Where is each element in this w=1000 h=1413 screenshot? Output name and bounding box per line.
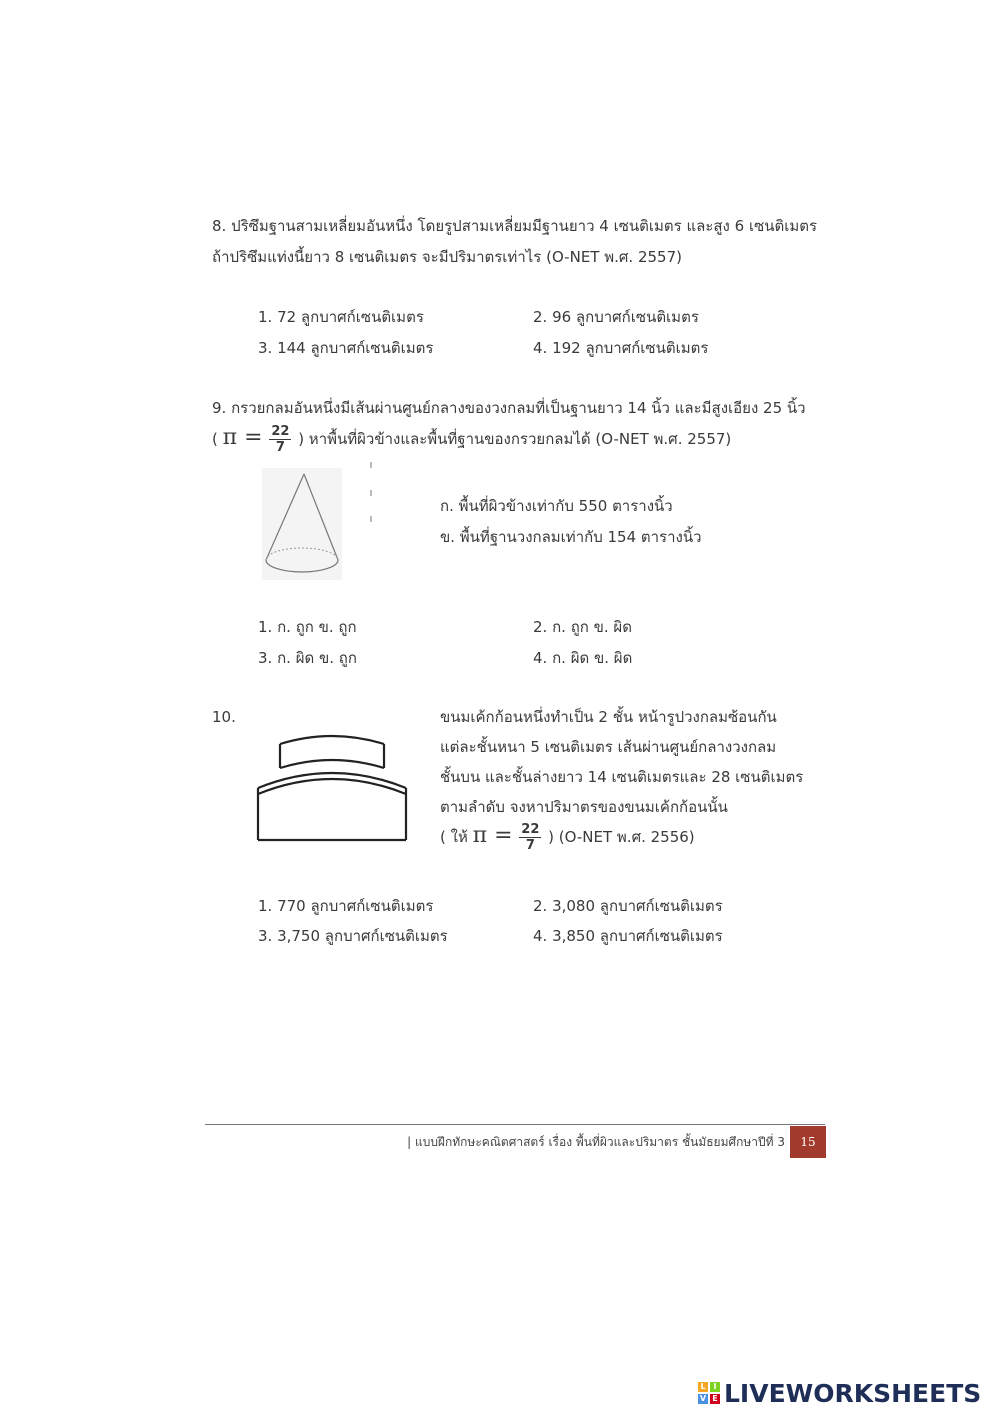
q10-choice-1[interactable]: 1. 770 ลูกบาศก์เซนติเมตร [258, 897, 434, 915]
pi-symbol: π = [222, 425, 263, 450]
q10-paren-open: ( ให้ [440, 828, 468, 846]
fraction-numerator: 22 [521, 822, 540, 837]
fraction [269, 424, 291, 455]
logo-letter-v: V [699, 1394, 707, 1403]
q10-pi-formula [440, 822, 695, 853]
q9-pi-formula [212, 424, 731, 455]
q9-choice-1[interactable]: 1. ก. ถูก ข. ถูก [258, 618, 357, 636]
q9-line1: 9. กรวยกลมอันหนึ่งมีเส้นผ่านศูนย์กลางของวงกลมที่เป็นฐานยาว 14 นิ้ว และมีสูงเอียง 25 นิ้ว [212, 399, 806, 417]
q9-choice-4[interactable]: 4. ก. ผิด ข. ผิด [533, 649, 633, 667]
fraction-denominator: 7 [275, 440, 285, 455]
q10-line1: ขนมเค้กก้อนหนึ่งทำเป็น 2 ชั้น หน้ารูปวงกลมซ้อนกัน [440, 708, 777, 726]
fraction [519, 822, 541, 853]
fraction-numerator: 22 [271, 424, 290, 439]
liveworksheets-logo [698, 1378, 981, 1408]
q8-choice-2[interactable]: 2. 96 ลูกบาศก์เซนติเมตร [533, 308, 699, 326]
logo-letter-e: E [710, 1394, 720, 1404]
q10-line4: ตามลำดับ จงหาปริมาตรของขนมเค้กก้อนนั้น [440, 798, 728, 816]
cake-figure [256, 728, 408, 844]
scan-mark [370, 490, 372, 496]
q9-statement-1: ก. พื้นที่ผิวข้างเท่ากับ 550 ตารางนิ้ว [440, 497, 673, 515]
q9-choice-3[interactable]: 3. ก. ผิด ข. ถูก [258, 649, 357, 667]
q10-choice-4[interactable]: 4. 3,850 ลูกบาศก์เซนติเมตร [533, 927, 723, 945]
q8-choice-4[interactable]: 4. 192 ลูกบาศก์เซนติเมตร [533, 339, 709, 357]
q8-line2: ถ้าปริซึมแท่งนี้ยาว 8 เซนติเมตร จะมีปริมาตรเท่าไร (O-NET พ.ศ. 2557) [212, 248, 682, 266]
q10-number: 10. [212, 708, 236, 726]
q10-choice-2[interactable]: 2. 3,080 ลูกบาศก์เซนติเมตร [533, 897, 723, 915]
logo-letter-i: I [710, 1382, 720, 1392]
logo-grid-icon [698, 1382, 720, 1404]
brand-name: LIVEWORKSHEETS [724, 1378, 982, 1408]
q10-line2: แต่ละชั้นหนา 5 เซนติเมตร เส้นผ่านศูนย์กลางวงกลม [440, 738, 777, 756]
pi-symbol: π = [472, 823, 513, 848]
q10-line5-rest: ) (O-NET พ.ศ. 2556) [548, 828, 695, 846]
scan-mark [370, 462, 372, 468]
q8-choice-3[interactable]: 3. 144 ลูกบาศก์เซนติเมตร [258, 339, 434, 357]
q10-line3: ชั้นบน และชั้นล่างยาว 14 เซนติเมตรและ 28 เซนติเมตร [440, 768, 804, 786]
q8-line1: 8. ปริซึมฐานสามเหลี่ยมอันหนึ่ง โดยรูปสามเหลี่ยมมีฐานยาว 4 เซนติเมตร และสูง 6 เซนติเมตร [212, 217, 818, 235]
q10-choice-3[interactable]: 3. 3,750 ลูกบาศก์เซนติเมตร [258, 927, 448, 945]
logo-letter-l: L [698, 1382, 708, 1392]
cone-figure [262, 468, 342, 580]
footer-title: | แบบฝึกทักษะคณิตศาสตร์ เรื่อง พื้นที่ผิวและปริมาตร ชั้นมัธยมศึกษาปีที่ 3 [407, 1135, 785, 1149]
footer-divider [205, 1124, 825, 1125]
q9-choice-2[interactable]: 2. ก. ถูก ข. ผิด [533, 618, 632, 636]
q8-choice-1[interactable]: 1. 72 ลูกบาศก์เซนติเมตร [258, 308, 424, 326]
scan-mark [370, 516, 372, 522]
q9-line2-rest: ) หาพื้นที่ผิวข้างและพื้นที่ฐานของกรวยกลมได้ (O-NET พ.ศ. 2557) [298, 430, 732, 448]
q9-statement-2: ข. พื้นที่ฐานวงกลมเท่ากับ 154 ตารางนิ้ว [440, 528, 702, 546]
q9-paren-open: ( [212, 430, 218, 448]
page-number: 15 [790, 1126, 826, 1158]
fraction-denominator: 7 [525, 838, 535, 853]
